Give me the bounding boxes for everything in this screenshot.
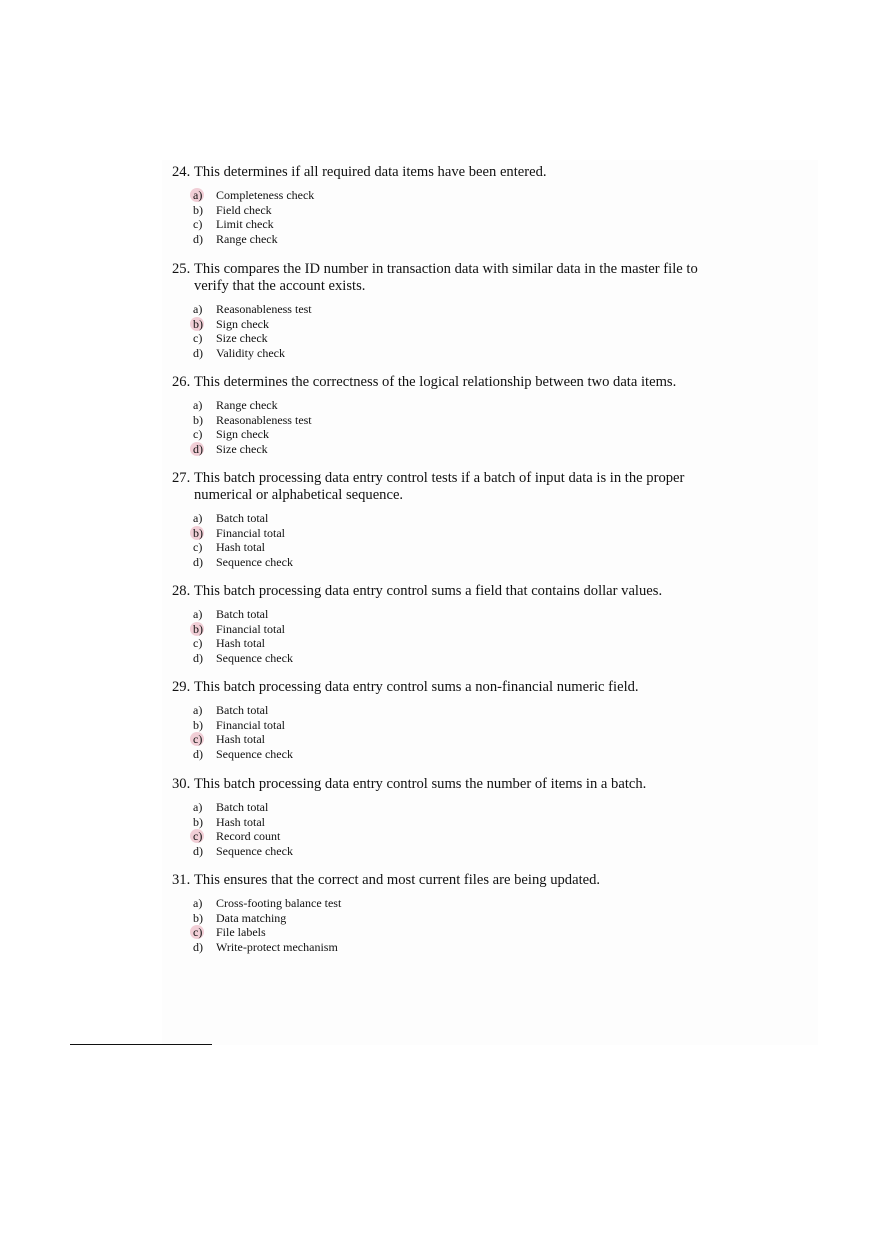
option	[193, 331, 712, 346]
option	[193, 747, 712, 762]
option	[193, 302, 712, 317]
question-25	[172, 261, 712, 360]
option-label: Sequence check	[216, 746, 293, 761]
option-label: Size check	[216, 331, 268, 346]
option	[193, 413, 712, 428]
option-label: Batch total	[216, 703, 269, 717]
option	[193, 732, 712, 747]
option-list	[193, 896, 712, 954]
option-letter: b)	[193, 316, 203, 331]
option-label: Write-protect mechanism	[216, 939, 338, 954]
option-label: Financial total	[216, 621, 285, 636]
question-31	[172, 872, 712, 954]
question-number: 27.	[172, 470, 191, 486]
question-text: This batch processing data entry control tests if a batch of input data is in the proper numerical or alphabetical sequence.	[194, 470, 685, 503]
option	[193, 815, 712, 830]
option-list	[193, 800, 712, 858]
option	[193, 526, 712, 541]
option-label: Hash total	[216, 540, 265, 555]
option-list	[193, 302, 712, 360]
footnote-rule	[70, 1044, 212, 1045]
option-letter: d)	[193, 746, 203, 761]
option-label: Field check	[216, 202, 272, 217]
option-letter: d)	[193, 939, 203, 954]
option	[193, 203, 712, 218]
option-letter: c)	[193, 217, 203, 232]
option	[193, 718, 712, 733]
question-28	[172, 583, 712, 665]
option-letter: c)	[193, 427, 203, 442]
option-letter: a)	[193, 188, 203, 202]
option-label: Batch total	[216, 800, 269, 814]
option-list	[193, 607, 712, 665]
option	[193, 911, 712, 926]
option-list	[193, 188, 712, 246]
question-number: 28.	[172, 583, 191, 599]
option	[193, 607, 712, 622]
option	[193, 555, 712, 570]
option-label: Reasonableness test	[216, 412, 312, 427]
option-label: Record count	[216, 829, 281, 844]
option	[193, 940, 712, 955]
question-number: 26.	[172, 374, 191, 390]
question-30	[172, 776, 712, 858]
option-label: Range check	[216, 398, 278, 412]
option	[193, 896, 712, 911]
option-label: Range check	[216, 231, 278, 246]
question-number: 30.	[172, 776, 191, 792]
option-letter: b)	[193, 910, 203, 925]
option	[193, 232, 712, 247]
option	[193, 217, 712, 232]
question-24	[172, 164, 712, 246]
question-number: 25.	[172, 261, 191, 277]
option-letter: c)	[193, 331, 203, 346]
option-label: Data matching	[216, 910, 287, 925]
option-label: Hash total	[216, 636, 265, 651]
option-label: Hash total	[216, 814, 265, 829]
option-letter: a)	[193, 607, 203, 621]
option	[193, 398, 712, 413]
option-list	[193, 398, 712, 456]
option-letter: c)	[193, 925, 203, 940]
question-number: 31.	[172, 872, 191, 888]
question-number: 24.	[172, 164, 191, 180]
option	[193, 442, 712, 457]
option-letter: b)	[193, 814, 203, 829]
option	[193, 829, 712, 844]
option-letter: a)	[193, 398, 203, 412]
option-label: Financial total	[216, 717, 285, 732]
question-text: This determines if all required data items have been entered.	[194, 164, 547, 180]
option-letter: c)	[193, 636, 203, 651]
question-26	[172, 374, 712, 456]
option-letter: a)	[193, 511, 203, 525]
option-label: Validity check	[216, 345, 285, 360]
option-label: Batch total	[216, 607, 269, 621]
option-letter: c)	[193, 540, 203, 555]
option-letter: b)	[193, 717, 203, 732]
option-letter: d)	[193, 345, 203, 360]
option-letter: d)	[193, 441, 203, 456]
option	[193, 925, 712, 940]
option	[193, 317, 712, 332]
option-label: Limit check	[216, 217, 274, 232]
option-label: Sequence check	[216, 650, 293, 665]
option-letter: b)	[193, 525, 203, 540]
option-label: Reasonableness test	[216, 302, 312, 316]
option-letter: d)	[193, 650, 203, 665]
option-label: Cross-footing balance test	[216, 896, 342, 910]
option-letter: d)	[193, 231, 203, 246]
option	[193, 636, 712, 651]
option-letter: c)	[193, 732, 203, 747]
option	[193, 703, 712, 718]
question-text: This batch processing data entry control sums a field that contains dollar values.	[194, 583, 663, 599]
option	[193, 511, 712, 526]
question-text: This ensures that the correct and most current files are being updated.	[194, 872, 601, 888]
option	[193, 651, 712, 666]
option-letter: d)	[193, 554, 203, 569]
option-letter: d)	[193, 843, 203, 858]
question-number: 29.	[172, 679, 191, 695]
option	[193, 622, 712, 637]
question-text: This batch processing data entry control sums the number of items in a batch.	[194, 776, 647, 792]
option-letter: c)	[193, 829, 203, 844]
option-label: Size check	[216, 441, 268, 456]
option	[193, 188, 712, 203]
option	[193, 427, 712, 442]
option-letter: b)	[193, 202, 203, 217]
option-label: Sequence check	[216, 843, 293, 858]
question-text: This batch processing data entry control sums a non-financial numeric field.	[194, 679, 639, 695]
option-label: Sequence check	[216, 554, 293, 569]
option-letter: a)	[193, 800, 203, 814]
option-letter: a)	[193, 896, 203, 910]
question-text: This compares the ID number in transaction data with similar data in the master file to verify that the account exists.	[194, 261, 698, 294]
question-27	[172, 470, 712, 569]
option	[193, 844, 712, 859]
option	[193, 346, 712, 361]
option-list	[193, 703, 712, 761]
option-label: Hash total	[216, 732, 265, 747]
option-letter: b)	[193, 412, 203, 427]
option-list	[193, 511, 712, 569]
option-letter: a)	[193, 302, 203, 316]
option-letter: a)	[193, 703, 203, 717]
option-letter: b)	[193, 621, 203, 636]
option-label: File labels	[216, 925, 266, 940]
option-label: Sign check	[216, 316, 269, 331]
option	[193, 800, 712, 815]
option-label: Completeness check	[216, 188, 315, 202]
option-label: Financial total	[216, 525, 285, 540]
question-29	[172, 679, 712, 761]
question-text: This determines the correctness of the logical relationship between two data items.	[194, 374, 677, 390]
option-label: Batch total	[216, 511, 269, 525]
option	[193, 540, 712, 555]
option-label: Sign check	[216, 427, 269, 442]
